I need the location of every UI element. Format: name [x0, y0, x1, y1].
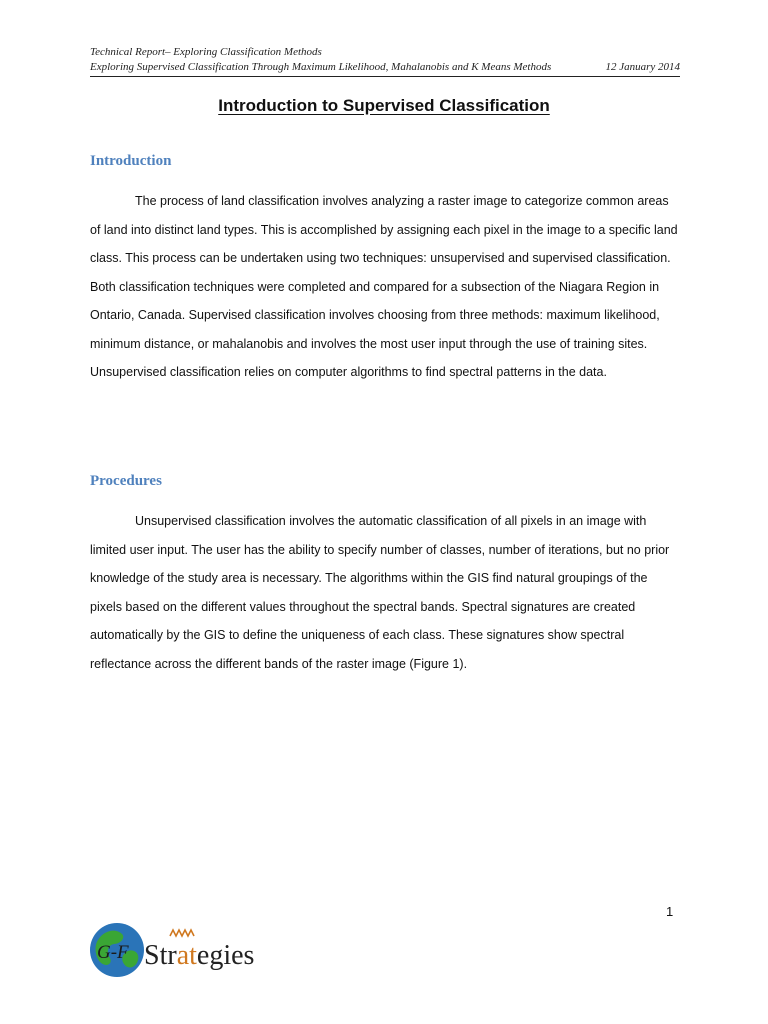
header-report-title: Technical Report– Exploring Classification Methods	[90, 46, 322, 58]
svg-text:Strategies	[144, 940, 254, 971]
logo-brand-egies: egies	[196, 940, 255, 971]
page-title-text: Introduction to Supervised Classification	[218, 96, 550, 115]
section-heading-procedures: Procedures	[90, 473, 162, 489]
section-heading-introduction: Introduction	[90, 153, 172, 169]
logo-brand-tr: tr	[159, 940, 177, 971]
header-date: 12 January 2014	[605, 61, 680, 73]
page-number: 1	[666, 904, 674, 919]
procedures-paragraph: Unsupervised classification involves the automatic classification of all pixels in an image with limited user input. The user has the ability to specify number of classes, number of iterations, but no prior knowledge of the study area is necessary. The algorithms within the GIS find natural groupings of the pixels based on the different values throughout the spectral bands. Spectral signatures are created automatically by the GIS to define the uniqueness of each class. These signatures show spectral reflectance across the different bands of the raster image (Figure 1).	[90, 514, 670, 671]
running-header	[90, 45, 680, 75]
page-title	[0, 95, 768, 117]
company-logo	[88, 918, 278, 982]
introduction-paragraph: The process of land classification involves analyzing a raster image to categorize common areas of land into distinct land types. This is accomplished by assigning each pixel in the image to a specific land class. This process can be undertaken using two techniques: unsupervised and supervised classification. Both classification techniques were completed and compared for a subsection of the Niagara Region in Ontario, Canada. Supervised classification involves choosing from three methods: maximum likelihood, minimum distance, or mahalanobis and involves the most user input through the use of training sites. Unsupervised classification relies on computer algorithms to find spectral patterns in the data.	[90, 194, 678, 379]
logo-brand-s: S	[144, 940, 160, 971]
logo-brand-at: at	[176, 940, 197, 971]
header-subtitle: Exploring Supervised Classification Through Maximum Likelihood, Mahalanobis and K Means Methods	[90, 61, 552, 73]
header-rule	[90, 76, 680, 77]
logo-globe-text: G-F	[97, 942, 129, 963]
header-subtitle-line	[90, 60, 680, 75]
logo-sawtooth-accent	[170, 930, 194, 936]
